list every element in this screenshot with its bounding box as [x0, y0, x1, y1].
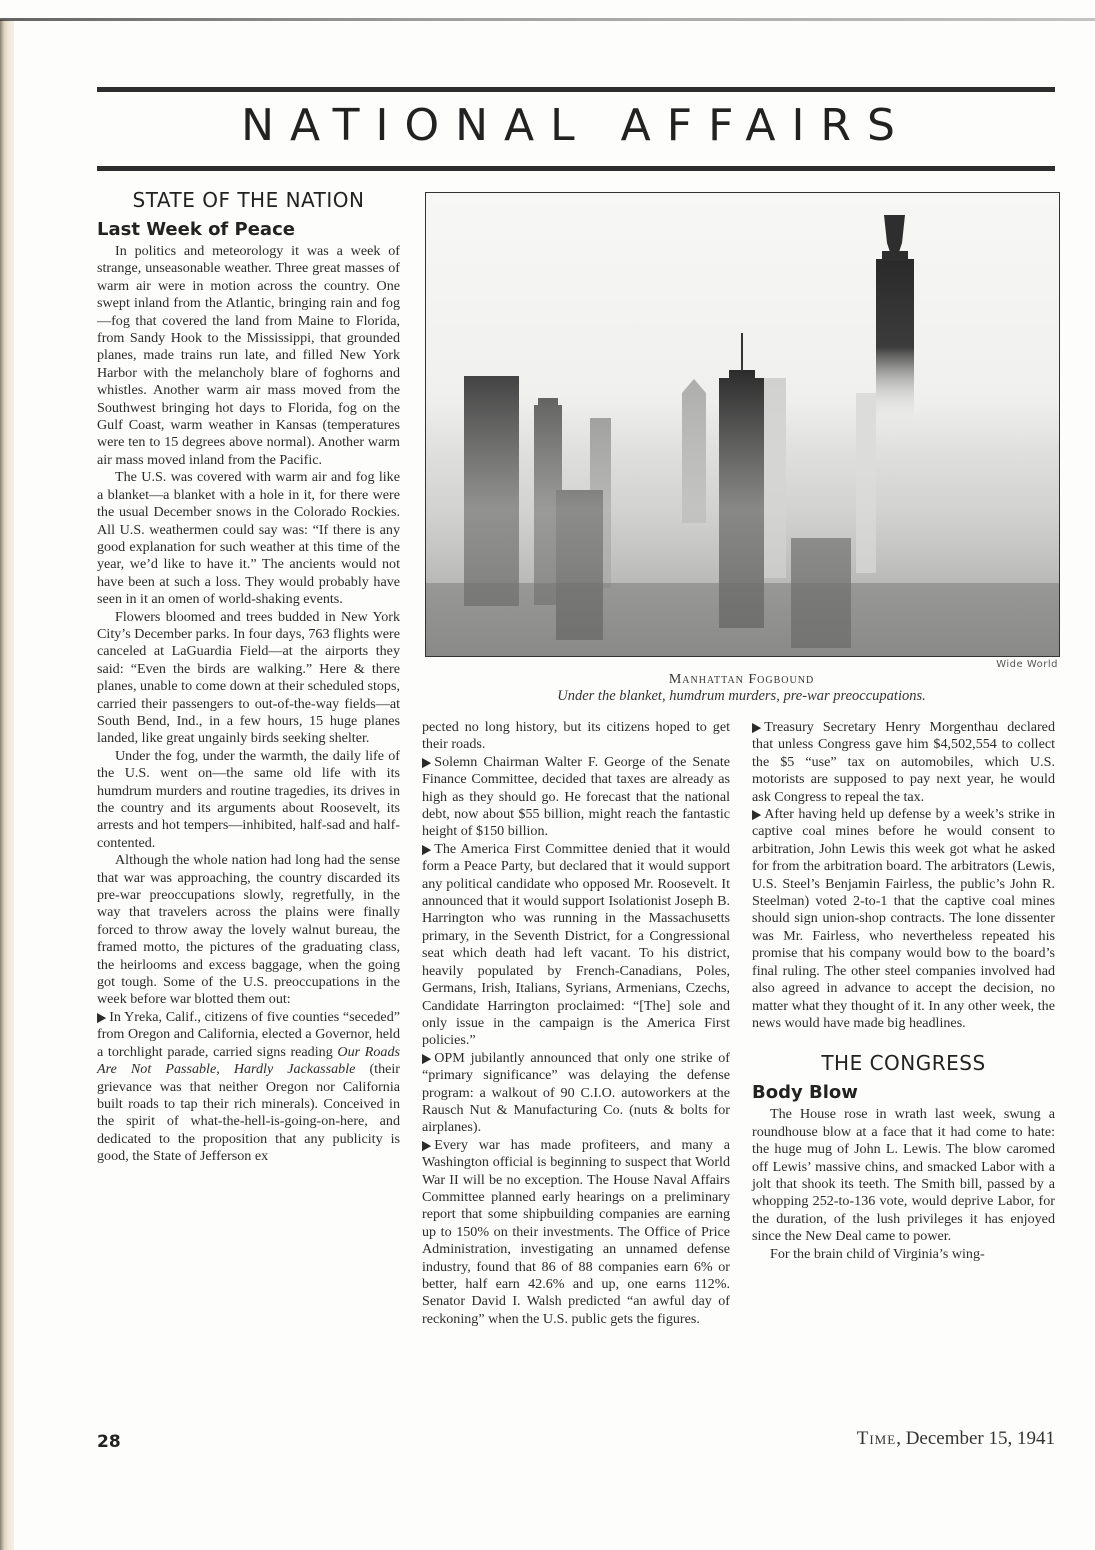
bullet-item: ▶ OPM jubilantly announced that only one strike of “primary significance” was delaying the defense program: a walkout of 90 C.I.O. autoworkers at the Rausch Nut & Manufacturing Co. (nuts & bolts for airplanes).: [422, 1049, 730, 1136]
page-number: 28: [97, 1432, 121, 1452]
body-paragraph: For the brain child of Virginia’s wing-: [770, 1245, 985, 1262]
issue-line: [780, 1428, 1055, 1450]
column-2: [422, 719, 730, 1328]
skyline-photo: [425, 192, 1060, 657]
bullet-arrow-icon: ▶: [422, 1136, 432, 1153]
body-paragraph: Flowers bloomed and trees budded in New York City’s December parks. In four days, 763 flights were canceled at LaGuardia Field—at the airports they said: “Even the birds are walking.” Here & there planes, unable to come down at their scheduled stops, carried their passengers to out-of-the-way fields—at South Bend, Ind., in a few hours, 15 huge planes landed, like great ungainly birds seeking shelter.: [97, 608, 400, 747]
bullet-arrow-icon: ▶: [97, 1009, 107, 1025]
caption-title: Manhattan Fogbound: [668, 672, 815, 687]
page-binding-edge: [0, 20, 14, 1550]
bullet-item: ▶ The America First Committee denied that it would form a Peace Party, but declared that it would support any political candidate who opposed Mr. Roosevelt. It announced that it would support Isolationist Joseph B. Harrington who was running in the Massachusetts primary, in the Seventh District, for a Congressional seat which death had left vacant. To his district, heavily populated by French-Canadians, Poles, Germans, Irish, Italians, Syrians, Armenians, Czechs, Candidate Harrington proclaimed: “[The] sole and only issue in the campaign is the America First policies.”: [422, 840, 730, 1049]
body-paragraph: Although the whole nation had long had the sense that war was approaching, the country discarded its pre-war preoccupations slowly, regretfully, in the way that travelers across the plains were finally forced to throw away the lovely walnut bureau, the framed motto, the pictures of the graduating class, the heirlooms and excess baggage, when the going got tough. Some of the U.S. preoccupations in the week before war blotted them out:: [97, 852, 400, 1008]
body-paragraph: The U.S. was covered with warm air and fog like a blanket—a blanket with a hole in it, for there were the usual December snows in the Colorado Rockies. All U.S. weathermen could say was: “If there is any good explanation for such weather at this time of the year, we’d like to have it.” The ancients would not have been at such a loss. They would probably have seen in it an omen of world-shaking events.: [97, 469, 400, 608]
bullet-arrow-icon: ▶: [422, 754, 432, 770]
photo-credit: Wide World: [996, 659, 1058, 670]
article-headline: Body Blow: [752, 1082, 858, 1104]
italic-sign-text: Our Roads Are Not Passable, Hardly Jackassable: [97, 1043, 401, 1078]
bullet-arrow-icon: ▶: [422, 841, 432, 857]
section-title: NATIONAL AFFAIRS: [241, 100, 911, 151]
department-heading: STATE OF THE NATION: [132, 188, 365, 212]
continued-text: pected no long history, but its citizens hoped to get their roads.: [422, 719, 730, 753]
body-paragraph: The House rose in wrath last week, swung a roundhouse blow at a face that it had come to hate: the huge mug of John L. Lewis. The blow caromed off Lewis’ massive chins, and smacked Labor with a jolt that shook its teeth. The Smith bill, passed by a whopping 252-to-136 vote, would deprive Labor, for the duration, of the lush privileges it has enjoyed since the New Deal came to power.: [752, 1106, 1055, 1245]
bullet-item: ▶ Solemn Chairman Walter F. George of the Senate Finance Committee, decided that taxes are already as high as they should go. He forecast that the national debt, now about $55 billion, might reach the fantastic height of $150 billion.: [422, 753, 730, 840]
body-paragraph: In politics and meteorology it was a week of strange, unseasonable weather. Three great masses of warm air were in motion across the country. One swept inland from the Atlantic, bringing rain and fog—fog that covered the land from Maine to Florida, from Sandy Hook to the Mississippi, that grounded planes, made trains run late, and filled New York Harbor with the melancholy blare of foghorns and whistles. Another warm air mass moved from the Southwest bringing hot days to Florida, fog on the Gulf Coast, warm weather in Kansas (temperatures were ten to 15 degrees above normal). Another warm air mass moved inland from the Pacific.: [97, 243, 400, 468]
column-1: [97, 187, 400, 1166]
magazine-name: Time: [856, 1428, 897, 1449]
column-3: [752, 719, 1055, 1263]
bullet-arrow-icon: ▶: [422, 1049, 432, 1066]
bullet-item-yreka: ▶ In Yreka, Calif., citizens of five counties “seceded” from Oregon and California, elected a Governor, held a torchlight parade, carried signs reading Our Roads Are Not Passable, Hardly Jackassable (their grievance was that neither Oregon nor California built roads to tap their rich minerals). Conceived in the spirit of what-the-hell-is-going-on-here, and dedicated to the proposition that any publicity is good, the State of Jefferson ex: [97, 1008, 401, 1165]
bullet-arrow-icon: ▶: [752, 719, 762, 735]
header-rule-top: [97, 87, 1055, 92]
bullet-item: ▶ Every war has made profiteers, and many a Washington official is beginning to suspect that World War II will be no exception. The House Naval Affairs Committee planned early hearings on a preliminary report that some shipbuilding companies are earning up to 150% on their investments. The Office of Price Administration, investigating an unnamed defense industry, found that 86 of 88 companies earn 6% or better, half earn 42.6% and up, one earns 112%. Senator David I. Walsh predicted “an awful day of reckoning” when the U.S. public gets the figures.: [422, 1136, 730, 1327]
caption-text: Under the blanket, humdrum murders, pre-war preoccupations.: [557, 688, 926, 704]
bullet-item: ▶ After having held up defense by a week’s strike in captive coal mines before he would consent to arbitration, John Lewis this week got what he asked for from the arbitration board. The arbitrators (Lewis, U.S. Steel’s Benjamin Fairless, the public’s John R. Steelman) voted 2-to-1 that the captive coal mines should sign union-shop contracts. The lone dissenter was Mr. Fairless, who nevertheless repeated his promise that his company would bow to the board’s final ruling. The other steel companies involved had also agreed in advance to accept the decision, no matter what they thought of it. In any other week, the news would have made big headlines.: [752, 806, 1055, 1031]
issue-date: , December 15, 1941: [896, 1428, 1055, 1449]
body-paragraph: Under the fog, under the warmth, the daily life of the U.S. went on—the same old life with its humdrum murders and routine tragedies, its drives in the country and its arguments about Roosevelt, its arrests and hot tempers—inhibited, half-sad and half-contented.: [97, 747, 400, 851]
manhattan-fog-image: [426, 193, 1059, 656]
department-heading: THE CONGRESS: [821, 1051, 986, 1076]
bullet-item: ▶ Treasury Secretary Henry Morgenthau declared that unless Congress gave him $4,502,554 to collect the $5 “use” tax on automobiles, which U.S. motorists are supposed to pay next year, he would ask Congress to repeal the tax.: [752, 719, 1055, 805]
page-top-edge: [0, 18, 1095, 21]
header-rule-bottom: [97, 166, 1055, 171]
article-headline: Last Week of Peace: [97, 219, 295, 240]
bullet-arrow-icon: ▶: [752, 806, 762, 822]
